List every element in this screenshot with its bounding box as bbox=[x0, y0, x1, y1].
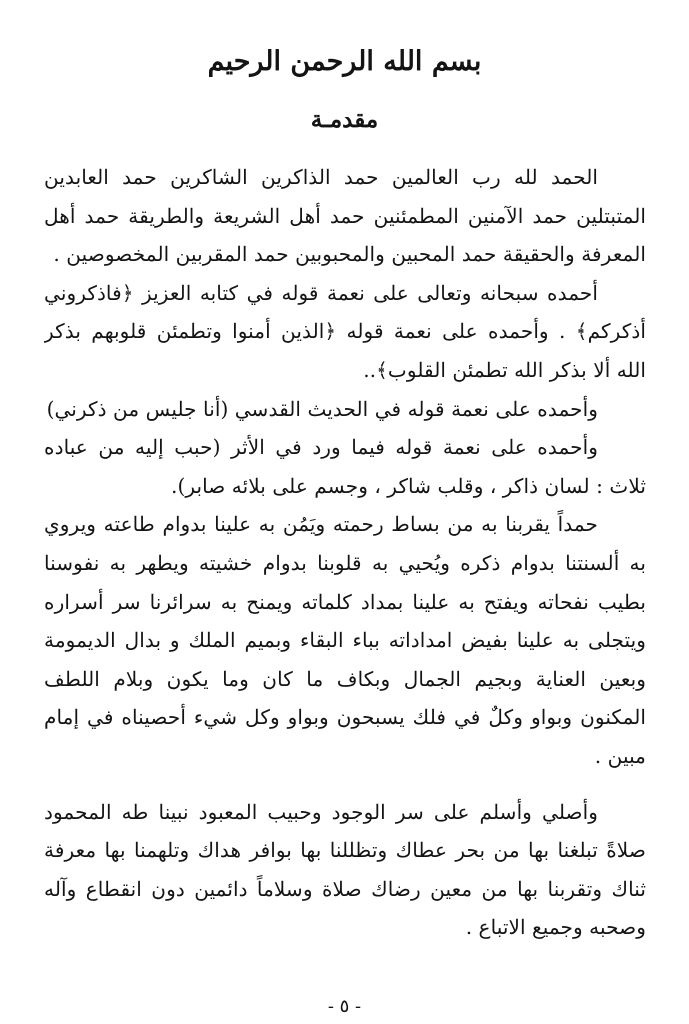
text-line: ثناك وتقربنا بها من معين رضاك صلاة وسلاماً دائمين دون انقطاع وآله bbox=[44, 876, 646, 901]
paragraph bbox=[44, 428, 646, 505]
text-line: وبعين العناية وبجيم الجمال وبكاف ما كان وما يكون وبلام اللطف bbox=[44, 666, 646, 691]
paragraph bbox=[44, 158, 646, 274]
text-line: المعرفة والحقيقة حمد المحبين والمحبوبين حمد المقربين المخصوصين . bbox=[53, 242, 646, 267]
text-line: المكنون وبواو وكلٌ في فلك يسبحون وبواو وكل شيء أحصيناه في إمام bbox=[44, 705, 646, 730]
text-line: مبين . bbox=[594, 743, 646, 768]
text-line: وأحمده على نعمة قوله في الحديث القدسي (أنا جليس من ذكرني) bbox=[46, 396, 598, 421]
text-line: وأحمده على نعمة قوله فيما ورد في الأثر (حبب إليه من عباده bbox=[44, 435, 598, 460]
text-line: الله ألا بذكر الله تطمئن القلوب﴾.. bbox=[363, 357, 646, 382]
paragraph bbox=[44, 793, 646, 947]
text-line: المتبتلين حمد الآمنين المطمئنين حمد أهل الشريعة والطريقة حمد أهل bbox=[44, 203, 646, 228]
paragraph-gap bbox=[44, 776, 646, 793]
text-line: بطيب نفحاته ويفتح به علينا بمداد كلماته ويمنح به سرائرنا سر أسراره bbox=[44, 589, 646, 614]
text-line: صلاةً تبلغنا بها من بحر عطاك وتظللنا بها بوافر هداك وتلهمنا بها معرفة bbox=[44, 838, 646, 863]
paragraph bbox=[44, 505, 646, 775]
text-line: به ألسنتنا بدوام ذكره ويُحيي به قلوبنا بدوام خشيته ويطهر به نفوسنا bbox=[44, 550, 646, 575]
page-title: مقدمـة bbox=[310, 106, 379, 133]
text-line: ويتجلى به علينا بفيض امداداته بباء البقاء وبميم الملك و بدال الديمومة bbox=[44, 628, 646, 653]
paragraph bbox=[44, 274, 646, 390]
text-line: الحمد لله رب العالمين حمد الذاكرين الشاكرين حمد العابدين bbox=[44, 165, 598, 189]
page-number: - ٥ - bbox=[327, 996, 362, 1017]
text-line: ثلاث : لسان ذاكر ، وقلب شاكر ، وجسم على بلائه صابر). bbox=[171, 473, 646, 498]
text-line: أحمده سبحانه وتعالى على نعمة قوله في كتابه العزيز ﴿فاذكروني bbox=[44, 280, 598, 305]
text-line: حمداً يقربنا به من بساط رحمته ويَمُن به علينا بدوام طاعته ويروي bbox=[44, 512, 598, 537]
paragraph bbox=[44, 390, 646, 429]
body-text bbox=[44, 158, 646, 947]
text-line: أذكركم﴾ . وأحمده على نعمة قوله ﴿الذين أمنوا وتطمئن قلوبهم بذكر bbox=[44, 319, 646, 344]
text-line: وأصلي وأسلم على سر الوجود وحبيب المعبود نبينا طه المحمود bbox=[44, 799, 598, 824]
basmala-heading: بسم الله الرحمن الرحيم bbox=[207, 46, 482, 77]
text-line: وصحبه وجميع الاتباع . bbox=[465, 915, 646, 940]
